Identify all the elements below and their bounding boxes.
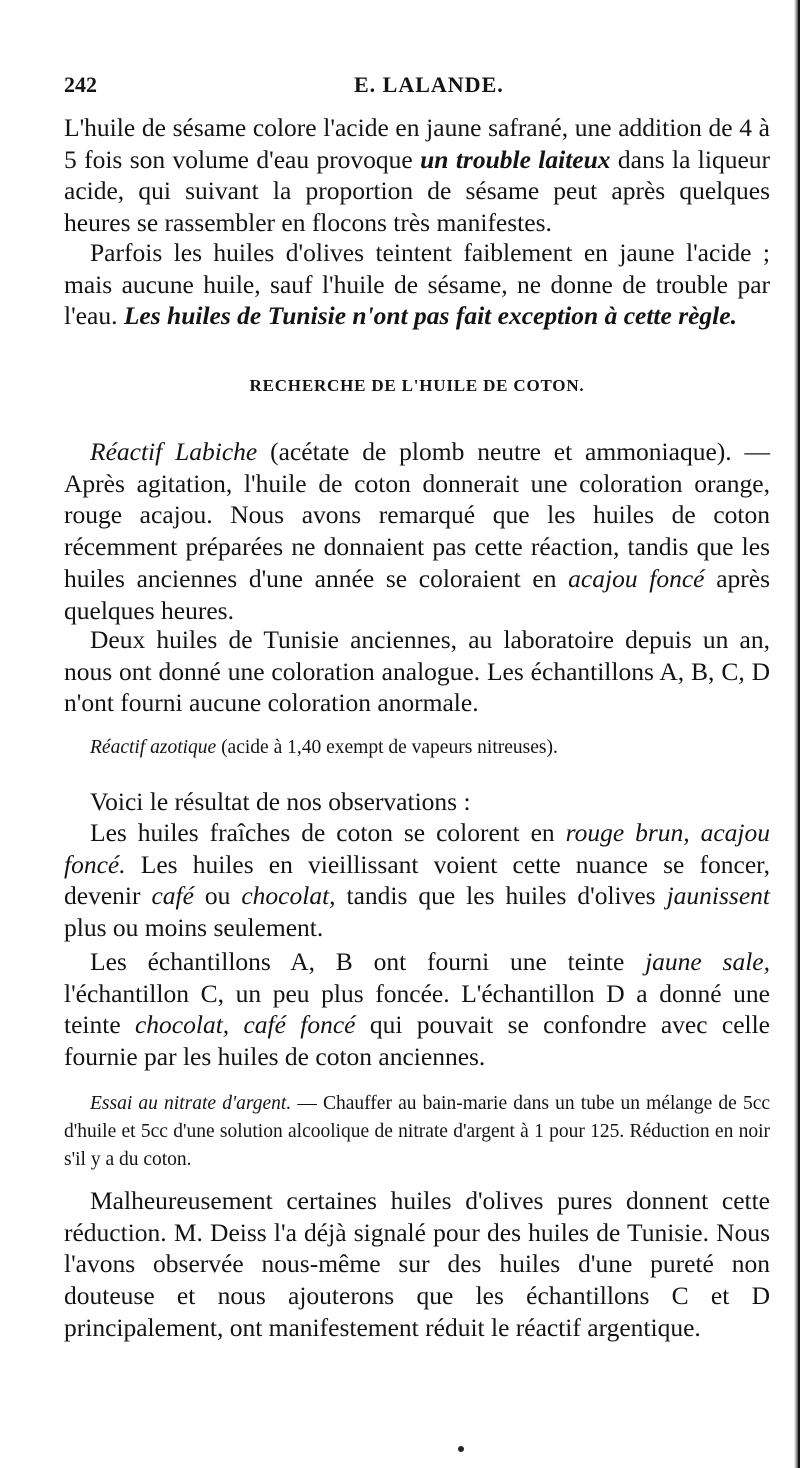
paragraph-observations-intro xyxy=(64,786,770,818)
text-run: Voici le résultat de nos observations : xyxy=(90,787,471,816)
paragraph-samples-tint xyxy=(64,946,770,1073)
paragraph-sesame xyxy=(64,112,770,239)
text-run: (acide à 1,40 exempt de vapeurs nitreuses). xyxy=(216,737,558,758)
emphasis-run: Essai au nitrate d'argent. xyxy=(90,1093,292,1114)
paragraph-tunisie-samples xyxy=(64,624,770,719)
text-run: ou xyxy=(193,881,242,911)
paragraph-fresh-oils xyxy=(64,817,770,944)
text-run: — Chauffer au bain-marie dans un tube un mélange de 5cc d'huile et 5cc d'une solution alcoolique de nitrate d'argent à 1 pour 125. Réduction en noir s'il y a du coton. xyxy=(64,1093,770,1170)
emphasis-run: café foncé xyxy=(243,1010,356,1040)
emphasis-run: Les huiles de Tunisie n'ont pas fait exception à cette règle. xyxy=(123,301,737,331)
emphasis-run: un trouble laiteux xyxy=(420,144,611,174)
emphasis-run: acajou foncé xyxy=(568,563,705,593)
emphasis-run: Réactif Labiche xyxy=(90,437,258,466)
emphasis-run: chocolat, xyxy=(134,1010,230,1040)
page-dot-mark xyxy=(458,1446,464,1452)
emphasis-run: jaune sale, xyxy=(645,947,770,976)
paragraph-conclusion xyxy=(64,1185,770,1344)
text-run: Deux huiles de Tunisie anciennes, au laboratoire depuis un an, nous ont donné une coloration analogue. Les échantillons A, B, C, D n'ont fourni aucune coloration anormale. xyxy=(64,625,770,718)
text-run: l'échantillon C, un peu plus foncée. L'échantillon D a donné une teinte xyxy=(64,978,770,1040)
text-run: qui pouvait se confondre avec celle fournie par les huiles de coton anciennes. xyxy=(64,1010,770,1072)
text-run: L'huile de sésame colore l'acide en jaune safrané, une addition de 4 à 5 fois son volume d'eau provoque xyxy=(64,113,770,174)
emphasis-run: rouge brun, acajou foncé. xyxy=(64,818,770,879)
text-run: Parfois les huiles d'olives teintent faiblement en jaune l'acide ; mais aucune huile, sauf l'huile de sésame, ne donne de trouble par l'eau. xyxy=(64,238,770,331)
page-number: 242 xyxy=(64,72,97,97)
text-run: après quelques heures. xyxy=(64,563,770,625)
text-run xyxy=(229,1010,243,1039)
emphasis-run: café xyxy=(151,881,194,911)
text-run: Malheureusement certaines huiles d'olives pures donnent cette réduction. M. Deiss l'a déjà signalé pour des huiles de Tunisie. Nous l'avons observée nous-même sur des huiles d'une pureté non douteuse et nous ajouterons que les échantillons C et D principalement, ont manifestement réduit le réactif argentique. xyxy=(64,1186,770,1342)
text-run: dans la liqueur acide, qui suivant la proportion de sésame peut après quelques heures se rassembler en flocons très manifestes. xyxy=(64,144,770,238)
running-title: E. LALANDE. xyxy=(354,72,504,97)
text-run: Les huiles en vieillissant voient cette nuance se foncer, devenir xyxy=(64,849,770,911)
paragraph-silver-nitrate xyxy=(64,1090,770,1174)
emphasis-run: chocolat, xyxy=(241,881,336,911)
paragraph-olive-tint xyxy=(64,237,770,332)
text-run: tandis que les huiles d'olives xyxy=(335,881,667,911)
text-run: Les huiles fraîches de coton se colorent en xyxy=(90,818,566,847)
section-heading: RECHERCHE DE L'HUILE DE COTON. xyxy=(249,376,585,395)
page-header xyxy=(64,72,770,102)
emphasis-run: jaunissent xyxy=(666,881,770,911)
emphasis-run: Réactif azotique xyxy=(90,737,217,758)
text-run: Les échantillons A, B ont fourni une teinte xyxy=(90,947,646,976)
paragraph-azotique xyxy=(64,734,770,762)
paragraph-labiche xyxy=(64,436,770,626)
text-run: plus ou moins seulement. xyxy=(64,913,324,943)
text-run: (acétate de plomb neutre et ammoniaque). — Après agitation, l'huile de coton donnerait une coloration orange, rouge acajou. Nous avons remarqué que les huiles de coton récemment préparées ne donnaient pas cette réaction, tandis que les huiles anciennes d'une année se coloraient en xyxy=(64,437,771,593)
